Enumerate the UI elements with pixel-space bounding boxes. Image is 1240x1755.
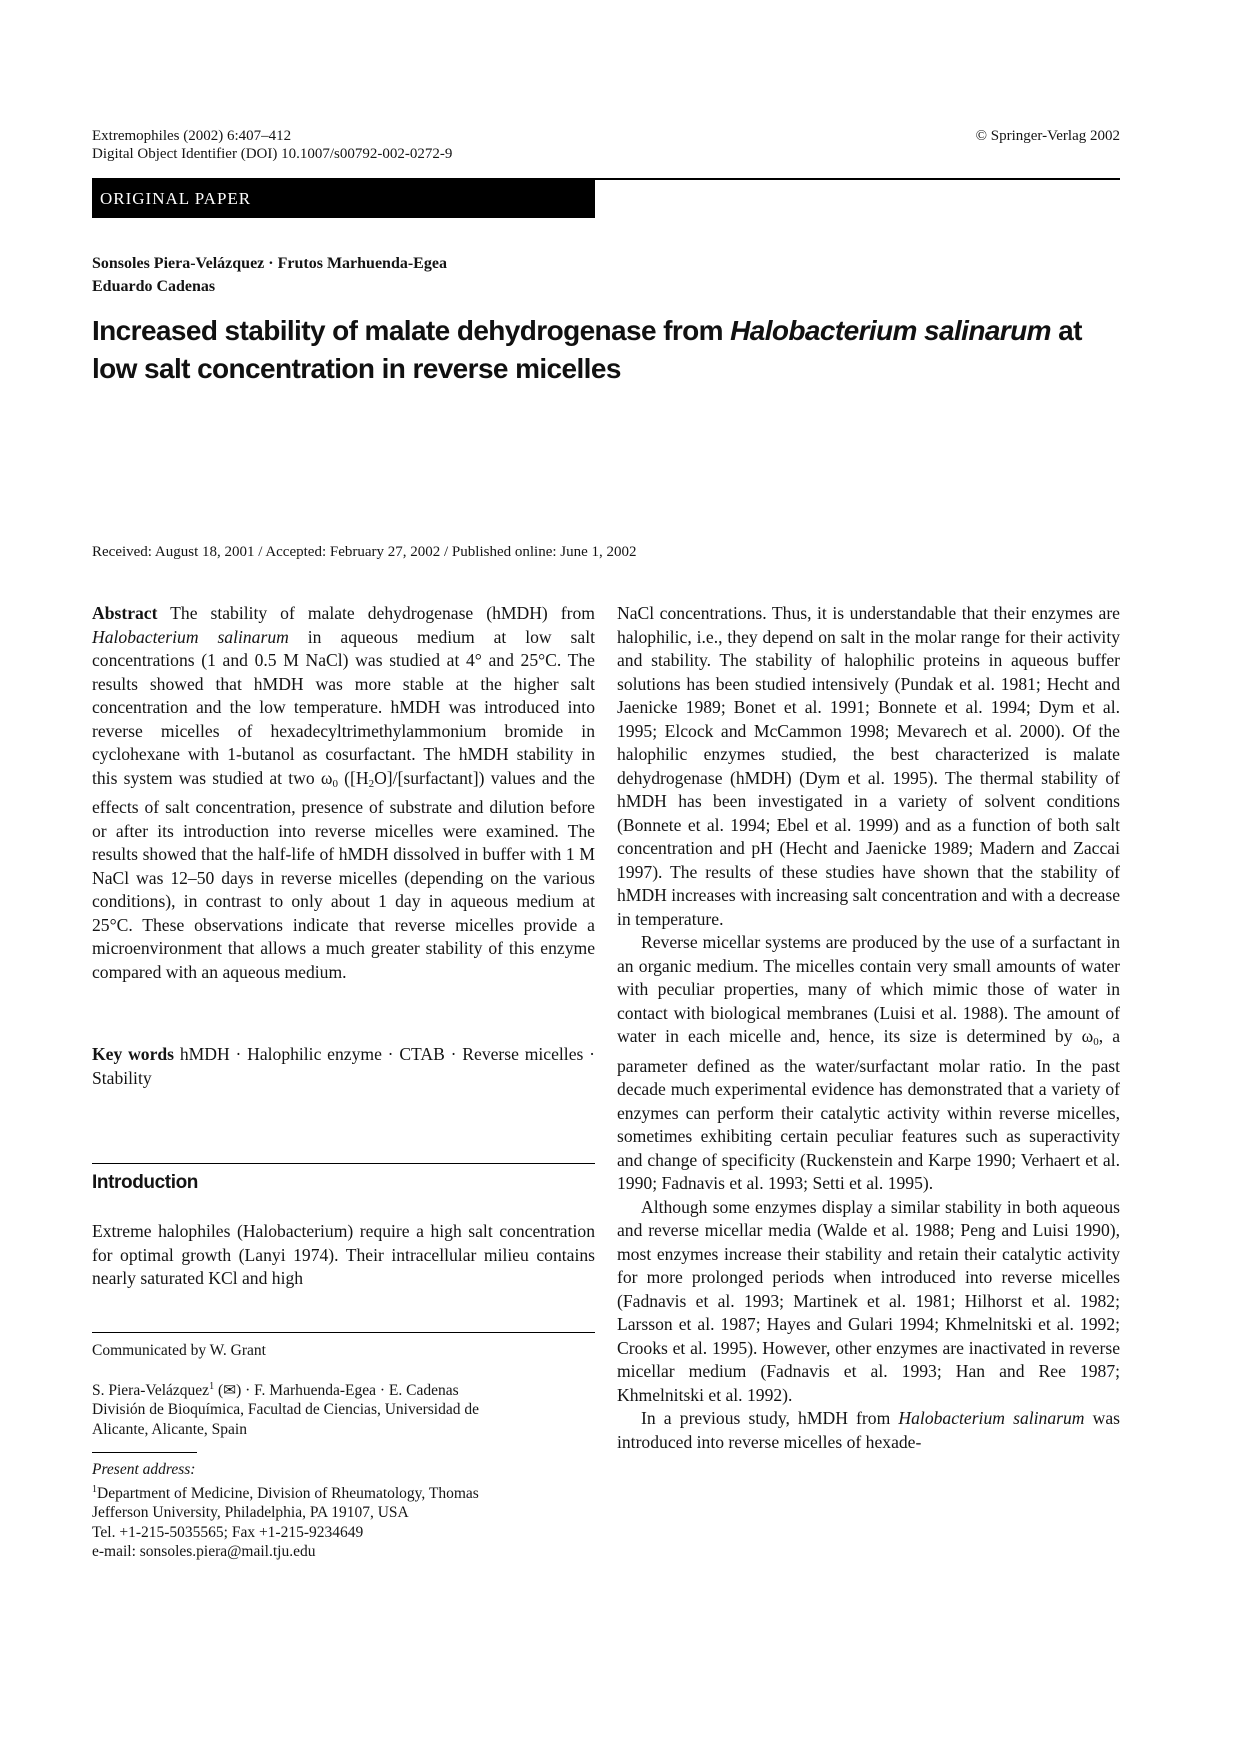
paragraph bbox=[617, 931, 1120, 1196]
article-type-banner: ORIGINAL PAPER bbox=[92, 180, 595, 218]
superscript: 1 bbox=[92, 1483, 97, 1495]
doi: Digital Object Identifier (DOI) 10.1007/s00792-002-0272-9 bbox=[92, 146, 453, 162]
phone-fax: Tel. +1-215-5035565; Fax +1-215-9234649 bbox=[92, 1523, 364, 1541]
title-species: Halobacterium salinarum bbox=[730, 315, 1051, 346]
abstract-text: O]/[surfactant]) values and the effects of salt concentration, presence of substrate and dilution before or after its introduction into reverse micelles were examined. The results showed that the half-life of hMDH dissolved in buffer with 1 M NaCl was 12–50 days in reverse micelles (depending on the various conditions), in contrast to only about 1 day in aqueous medium at 25°C. These observations indicate that reverse micelles provide a microenvironment that allows a much greater stability of this enzyme compared with an aqueous medium. bbox=[92, 767, 595, 982]
abstract-text: ([H bbox=[337, 767, 369, 788]
journal-citation: Extremophiles (2002) 6:407–412 bbox=[92, 128, 292, 144]
paragraph-text: , a parameter defined as the water/surfactant molar ratio. In the past decade much experimental evidence has demonstrated that a variety of enzymes can perform their catalytic activity within reverse micelles, sometimes exhibiting certain peculiar features such as superactivity and change of specificity (Ruckenstein and Karpe 1990; Verhaert et al. 1990; Fadnavis et al. 1993; Setti et al. 1995). bbox=[617, 1026, 1121, 1193]
title-text: at bbox=[1050, 315, 1082, 346]
right-column bbox=[617, 602, 1120, 1454]
address-line: Jefferson University, Philadelphia, PA 19107, USA bbox=[92, 1504, 409, 1521]
mail-icon: (✉) bbox=[214, 1381, 242, 1399]
introduction-paragraph bbox=[92, 1220, 595, 1291]
email: e-mail: sonsoles.piera@mail.tju.edu bbox=[92, 1543, 316, 1560]
keywords bbox=[92, 1043, 595, 1090]
paragraph-text: Reverse micellar systems are produced by the use of a surfactant in an organic medium. The micelles contain very small amounts of water with peculiar properties, many of which mimic those of water in contact with biological membranes (Luisi et al. 1988). The amount of water in each micelle and, hence, its size is determined by ω bbox=[617, 932, 1120, 1046]
author-name: Frutos Marhuenda-Egea bbox=[277, 255, 447, 272]
footnotes bbox=[92, 1341, 595, 1439]
author-separator: · bbox=[264, 255, 278, 272]
abstract-label: Abstract bbox=[92, 603, 158, 623]
paragraph bbox=[617, 1407, 1120, 1454]
author-name: Sonsoles Piera-Velázquez bbox=[92, 255, 265, 272]
copyright: © Springer-Verlag 2002 bbox=[975, 128, 1120, 144]
paragraph-text: In a previous study, hMDH from bbox=[641, 1408, 899, 1428]
paragraph: NaCl concentrations. Thus, it is understandable that their enzymes are halophilic, i.e., they depend on salt in the molar range for their activity and stability. The stability of halophilic proteins in aqueous buffer solutions has been studied intensively (Pundak et al. 1981; Hecht and Jaenicke 1989; Bonet et al. 1991; Bonnete et al. 1994; Dym et al. 1995; Elcock and McCammon 1998; Mevarech et al. 2000). Of the halophilic enzymes studied, the best characterized is malate dehydrogenase (hMDH) (Dym et al. 1995). The thermal stability of hMDH has been investigated in a variety of solvent conditions (Bonnete et al. 1994; Ebel et al. 1999) and as a function of both salt concentration and pH (Hecht and Jaenicke 1989; Madern and Zaccai 1997). The results of these studies have shown that the stability of hMDH increases with increasing salt concentration and with a decrease in temperature. bbox=[617, 603, 1120, 929]
subscript: 0 bbox=[1093, 1036, 1099, 1048]
received-dates: Received: August 18, 2001 / Accepted: February 27, 2002 / Published online: June 1, 2002 bbox=[92, 544, 637, 560]
footnote-rule bbox=[92, 1332, 595, 1333]
superscript: 1 bbox=[209, 1380, 215, 1392]
species-name: Halobacterium salinarum bbox=[898, 1408, 1085, 1428]
paragraph: Although some enzymes display a similar stability in both aqueous and reverse micellar media (Walde et al. 1988; Peng and Luisi 1990), most enzymes increase their stability and retain their catalytic activity for more prolonged periods when introduced into reverse micelles (Fadnavis et al. 1993; Martinek et al. 1981; Hilhorst et al. 1982; Larsson et al. 1987; Hayes and Gulari 1994; Khmelnitski et al. 1992; Crooks et al. 1995). However, other enzymes are inactivated in reverse micellar medium (Fadnavis et al. 1993; Han and Ree 1987; Khmelnitski et al. 1992). bbox=[617, 1196, 1120, 1405]
correspondence bbox=[92, 1377, 595, 1401]
title-text: low salt concentration in reverse micelles bbox=[92, 353, 621, 384]
subscript: 0 bbox=[332, 777, 338, 790]
paragraph: Extreme halophiles (Halobacterium) require a high salt concentration for optimal growth (Lanyi 1974). Their intracellular milieu contains nearly saturated KCl and high bbox=[92, 1221, 595, 1288]
author-name: Eduardo Cadenas bbox=[92, 278, 216, 295]
address-line: Department of Medicine, Division of Rheumatology, Thomas bbox=[97, 1484, 479, 1502]
section-rule bbox=[92, 1163, 595, 1164]
paper-title bbox=[92, 312, 1132, 388]
keywords-label: Key words bbox=[92, 1044, 175, 1064]
abstract-species: Halobacterium salinarum bbox=[92, 626, 289, 647]
introduction-heading: Introduction bbox=[92, 1172, 199, 1193]
abstract-text: The stability of malate dehydrogenase (hMDH) from bbox=[157, 603, 595, 623]
title-text: Increased stability of malate dehydrogenase from bbox=[92, 315, 731, 346]
keywords-text: hMDH · Halophilic enzyme · CTAB · Reverse micelles · Stability bbox=[92, 1044, 595, 1088]
communicated-by: Communicated by W. Grant bbox=[92, 1342, 266, 1359]
footnote-text: · F. Marhuenda-Egea · E. Cadenas bbox=[241, 1381, 459, 1399]
present-address-label: Present address: bbox=[92, 1461, 196, 1478]
subscript: 2 bbox=[368, 777, 375, 790]
paragraph-text: was introduced into reverse micelles of hexade- bbox=[617, 1408, 1120, 1452]
affiliation-line: Alicante, Alicante, Spain bbox=[92, 1420, 247, 1438]
author-list bbox=[92, 252, 447, 298]
present-address bbox=[92, 1460, 595, 1562]
footnote-text: S. Piera-Velázquez bbox=[92, 1381, 210, 1399]
short-rule bbox=[92, 1452, 197, 1453]
abstract-text: in aqueous medium at low salt concentrations (1 and 0.5 M NaCl) was studied at 4° and 25°C. The results showed that hMDH was more stable at the higher salt concentration and the low temperature. hMDH was introduced into reverse micelles of hexadecyltrimethylammonium bromide in cyclohexane with 1-butanol as cosurfactant. The hMDH stability in this system was studied at two ω bbox=[92, 626, 595, 788]
abstract bbox=[92, 602, 595, 984]
affiliation-line: División de Bioquímica, Facultad de Ciencias, Universidad de bbox=[92, 1401, 479, 1418]
